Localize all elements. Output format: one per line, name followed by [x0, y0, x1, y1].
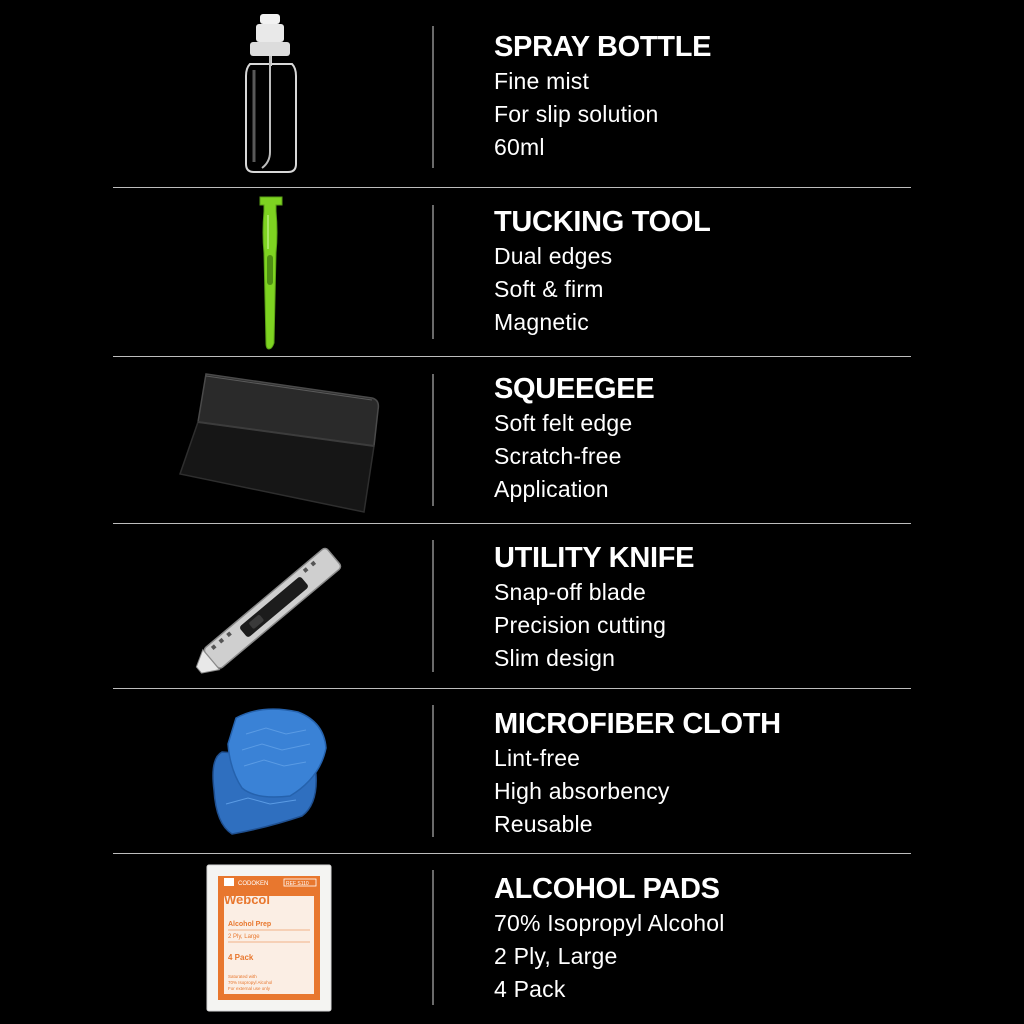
item-feature: Soft felt edge — [494, 410, 633, 436]
packet-fine-print: Saturated with — [228, 974, 257, 979]
item-feature: 70% Isopropyl Alcohol — [494, 910, 725, 936]
vertical-separator — [432, 205, 434, 339]
item-feature: 4 Pack — [494, 976, 566, 1002]
item-text — [494, 871, 725, 1006]
item-feature: Soft & firm — [494, 276, 604, 302]
item-feature: Application — [494, 476, 609, 502]
divider — [113, 523, 911, 524]
vertical-separator — [432, 374, 434, 506]
item-title: ALCOHOL PADS — [494, 873, 720, 905]
item-feature: Lint-free — [494, 745, 581, 771]
utility-knife-icon — [186, 538, 362, 676]
spray-bottle-icon — [240, 12, 302, 176]
alcohol-pads-icon — [206, 864, 332, 1012]
item-title: TUCKING TOOL — [494, 206, 711, 238]
microfiber-cloth-icon — [206, 704, 330, 838]
item-text — [494, 540, 694, 675]
item-feature: Snap-off blade — [494, 579, 646, 605]
item-feature: Slim design — [494, 645, 616, 671]
packet-brand: CODOKEN — [238, 881, 269, 887]
packet-fine-print: 70% Isopropyl Alcohol — [228, 980, 273, 985]
item-title: SQUEEGEE — [494, 373, 655, 405]
item-feature: 2 Ply, Large — [494, 943, 618, 969]
packet-fine-print: For external use only — [228, 986, 271, 991]
vertical-separator — [432, 540, 434, 672]
item-feature: High absorbency — [494, 778, 670, 804]
item-title: SPRAY BOTTLE — [494, 31, 712, 63]
item-feature: Fine mist — [494, 68, 590, 94]
packet-product: Webcol — [224, 892, 270, 907]
vertical-separator — [432, 26, 434, 168]
divider — [113, 187, 911, 188]
divider — [113, 853, 911, 854]
packet-label: Alcohol Prep — [228, 921, 272, 928]
squeegee-icon — [176, 370, 382, 516]
packet-size: 2 Ply, Large — [228, 934, 260, 940]
item-text — [494, 371, 654, 506]
item-feature: Scratch-free — [494, 443, 622, 469]
item-feature: For slip solution — [494, 101, 659, 127]
item-feature: Reusable — [494, 811, 593, 837]
item-feature: Dual edges — [494, 243, 613, 269]
item-text — [494, 706, 781, 841]
item-feature: Precision cutting — [494, 612, 667, 638]
item-title: UTILITY KNIFE — [494, 542, 695, 574]
divider — [113, 356, 911, 357]
packet-count: 4 Pack — [228, 953, 254, 962]
item-title: MICROFIBER CLOTH — [494, 708, 781, 740]
packet-ref: REF S110 — [286, 881, 309, 887]
item-feature: 60ml — [494, 134, 545, 160]
divider — [113, 688, 911, 689]
item-feature: Magnetic — [494, 309, 589, 335]
item-text — [494, 204, 711, 339]
vertical-separator — [432, 705, 434, 837]
tucking-tool-icon — [252, 193, 292, 351]
vertical-separator — [432, 870, 434, 1005]
item-text — [494, 29, 711, 164]
